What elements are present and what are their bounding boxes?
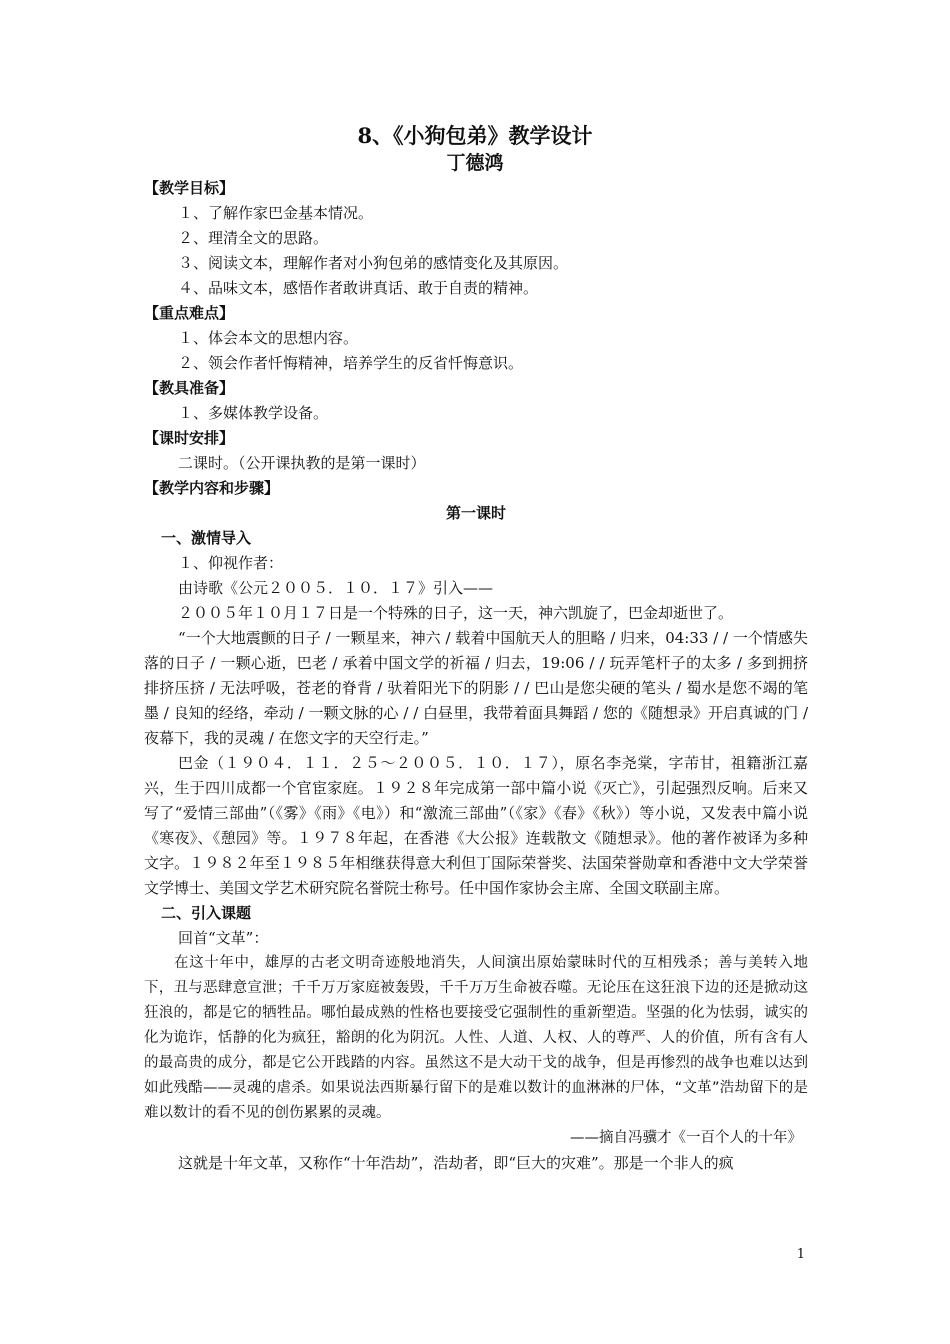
schedule-text: 二课时。（公开课执教的是第一课时） (178, 454, 426, 472)
section-heading: 二、引入课题 (161, 904, 252, 922)
biography-paragraph: 巴金（１９０４．１１．２５～２００５．１０．１７），原名李尧棠，字芾甘，祖籍浙江嘉兴，生于四川成都一个官宦家庭。１９２８年完成第一部中篇小说《灭亡》，引起强烈反响。后来又写了“爱情三部曲”（《雾》《雨》《电》）和“激流三部曲”（《家》《春》《秋》）等小说，又发表中篇小说《寒夜》、《憩园》等。１９７８年起，在香港《大公报》连载散文《随想录》。他的著作被译为多种文字。１９８２年至１９８５年相继获得意大利但丁国际荣誉奖、法国荣誉勋章和香港中文大学荣誉文学博士、美国文学艺术研究院名誉院士称号。任中国作家协会主席、全国文联副主席。 (144, 754, 808, 897)
quote-citation: ——摘自冯骥才《一百个人的十年》 (570, 1130, 802, 1146)
paragraph: 这就是十年文革，又称作“十年浩劫”，浩劫者，即“巨大的灾难”。那是一个非人的疯 (178, 1154, 734, 1172)
paragraph: ２００５年１０月１７日是一个特殊的日子，这一天，神六凯旋了，巴金却逝世了。 (178, 604, 734, 622)
heading-materials: 【教具准备】 (144, 379, 235, 397)
document-body (144, 176, 808, 1176)
author-name: 丁德鸿 (446, 152, 504, 174)
intro-line: 回首“文革”： (178, 929, 269, 947)
heading-key-points: 【重点难点】 (144, 304, 235, 322)
key-point-item: １、体会本文的思想内容。 (178, 329, 359, 347)
quote-paragraph: 在这十年中，雄厚的古老文明奇迹般地消失，人间演出原始蒙昧时代的互相残杀；善与美转入地下，丑与恶肆意宣泄；千千万万家庭被轰毁，千千万万生命被吞噬。无论压在这狂浪下边的还是掀动这狂浪的，都是它的牺牲品。哪怕最成熟的性格也要接受它强制性的重新塑造。坚强的化为怯弱，诚实的化为诡诈，恬静的化为疯狂，豁朗的化为阴沉。人性、人道、人权、人的尊严、人的价值，所有含有人的最高贵的成分，都是它公开践踏的内容。虽然这不是大动干戈的战争，但是再惨烈的战争也难以达到如此残酷——灵魂的虐杀。如果说法西斯暴行留下的是难以数计的血淋淋的尸体，“文革”浩劫留下的是难以数计的看不见的创伤累累的灵魂。 (144, 955, 808, 1121)
poem-paragraph: “一个大地震颤的日子 / 一颗星来，神六 / 载着中国航天人的胆略 / 归来，04:33 / / 一个情感失落的日子 / 一颗心逝，巴老 / 承着中国文学的祈福 / 归去，19:06 / / 玩弄笔杆子的太多 / 多到拥挤排挤压挤 / 无法呼吸，苍老的脊背 / 驮着阳光下的阴影 / / 巴山是您尖硬的笔头 / 蜀水是您不竭的笔墨 / 良知的经络，牵动 / 一颗文脉的心 / / 白昼里，我带着面具舞蹈 / 您的《随想录》开启真诚的门 / 夜幕下，我的灵魂 / 在您文字的天空行走。” (144, 629, 808, 747)
objective-item: １、了解作家巴金基本情况。 (178, 204, 374, 222)
heading-steps: 【教学内容和步骤】 (144, 479, 280, 497)
heading-schedule: 【课时安排】 (144, 429, 235, 447)
objective-item: ３、阅读文本，理解作者对小狗包弟的感情变化及其原因。 (178, 254, 569, 272)
document-title: 8、《小狗包弟》教学设计 (357, 123, 593, 148)
objective-item: ４、品味文本，感悟作者敢讲真话、敢于自责的精神。 (178, 279, 539, 297)
heading-objectives: 【教学目标】 (144, 179, 235, 197)
section-heading: 一、激情导入 (161, 529, 252, 547)
objective-item: ２、理清全文的思路。 (178, 229, 329, 247)
sub-item: １、仰视作者： (178, 554, 284, 572)
lesson-label: 第一课时 (445, 504, 506, 522)
page-number: 1 (796, 1247, 805, 1262)
material-item: １、多媒体教学设备。 (178, 404, 329, 422)
intro-line: 由诗歌《公元２００５．１０．１７》引入—— (178, 579, 494, 597)
key-point-item: ２、领会作者忏悔精神，培养学生的反省忏悔意识。 (178, 354, 524, 372)
